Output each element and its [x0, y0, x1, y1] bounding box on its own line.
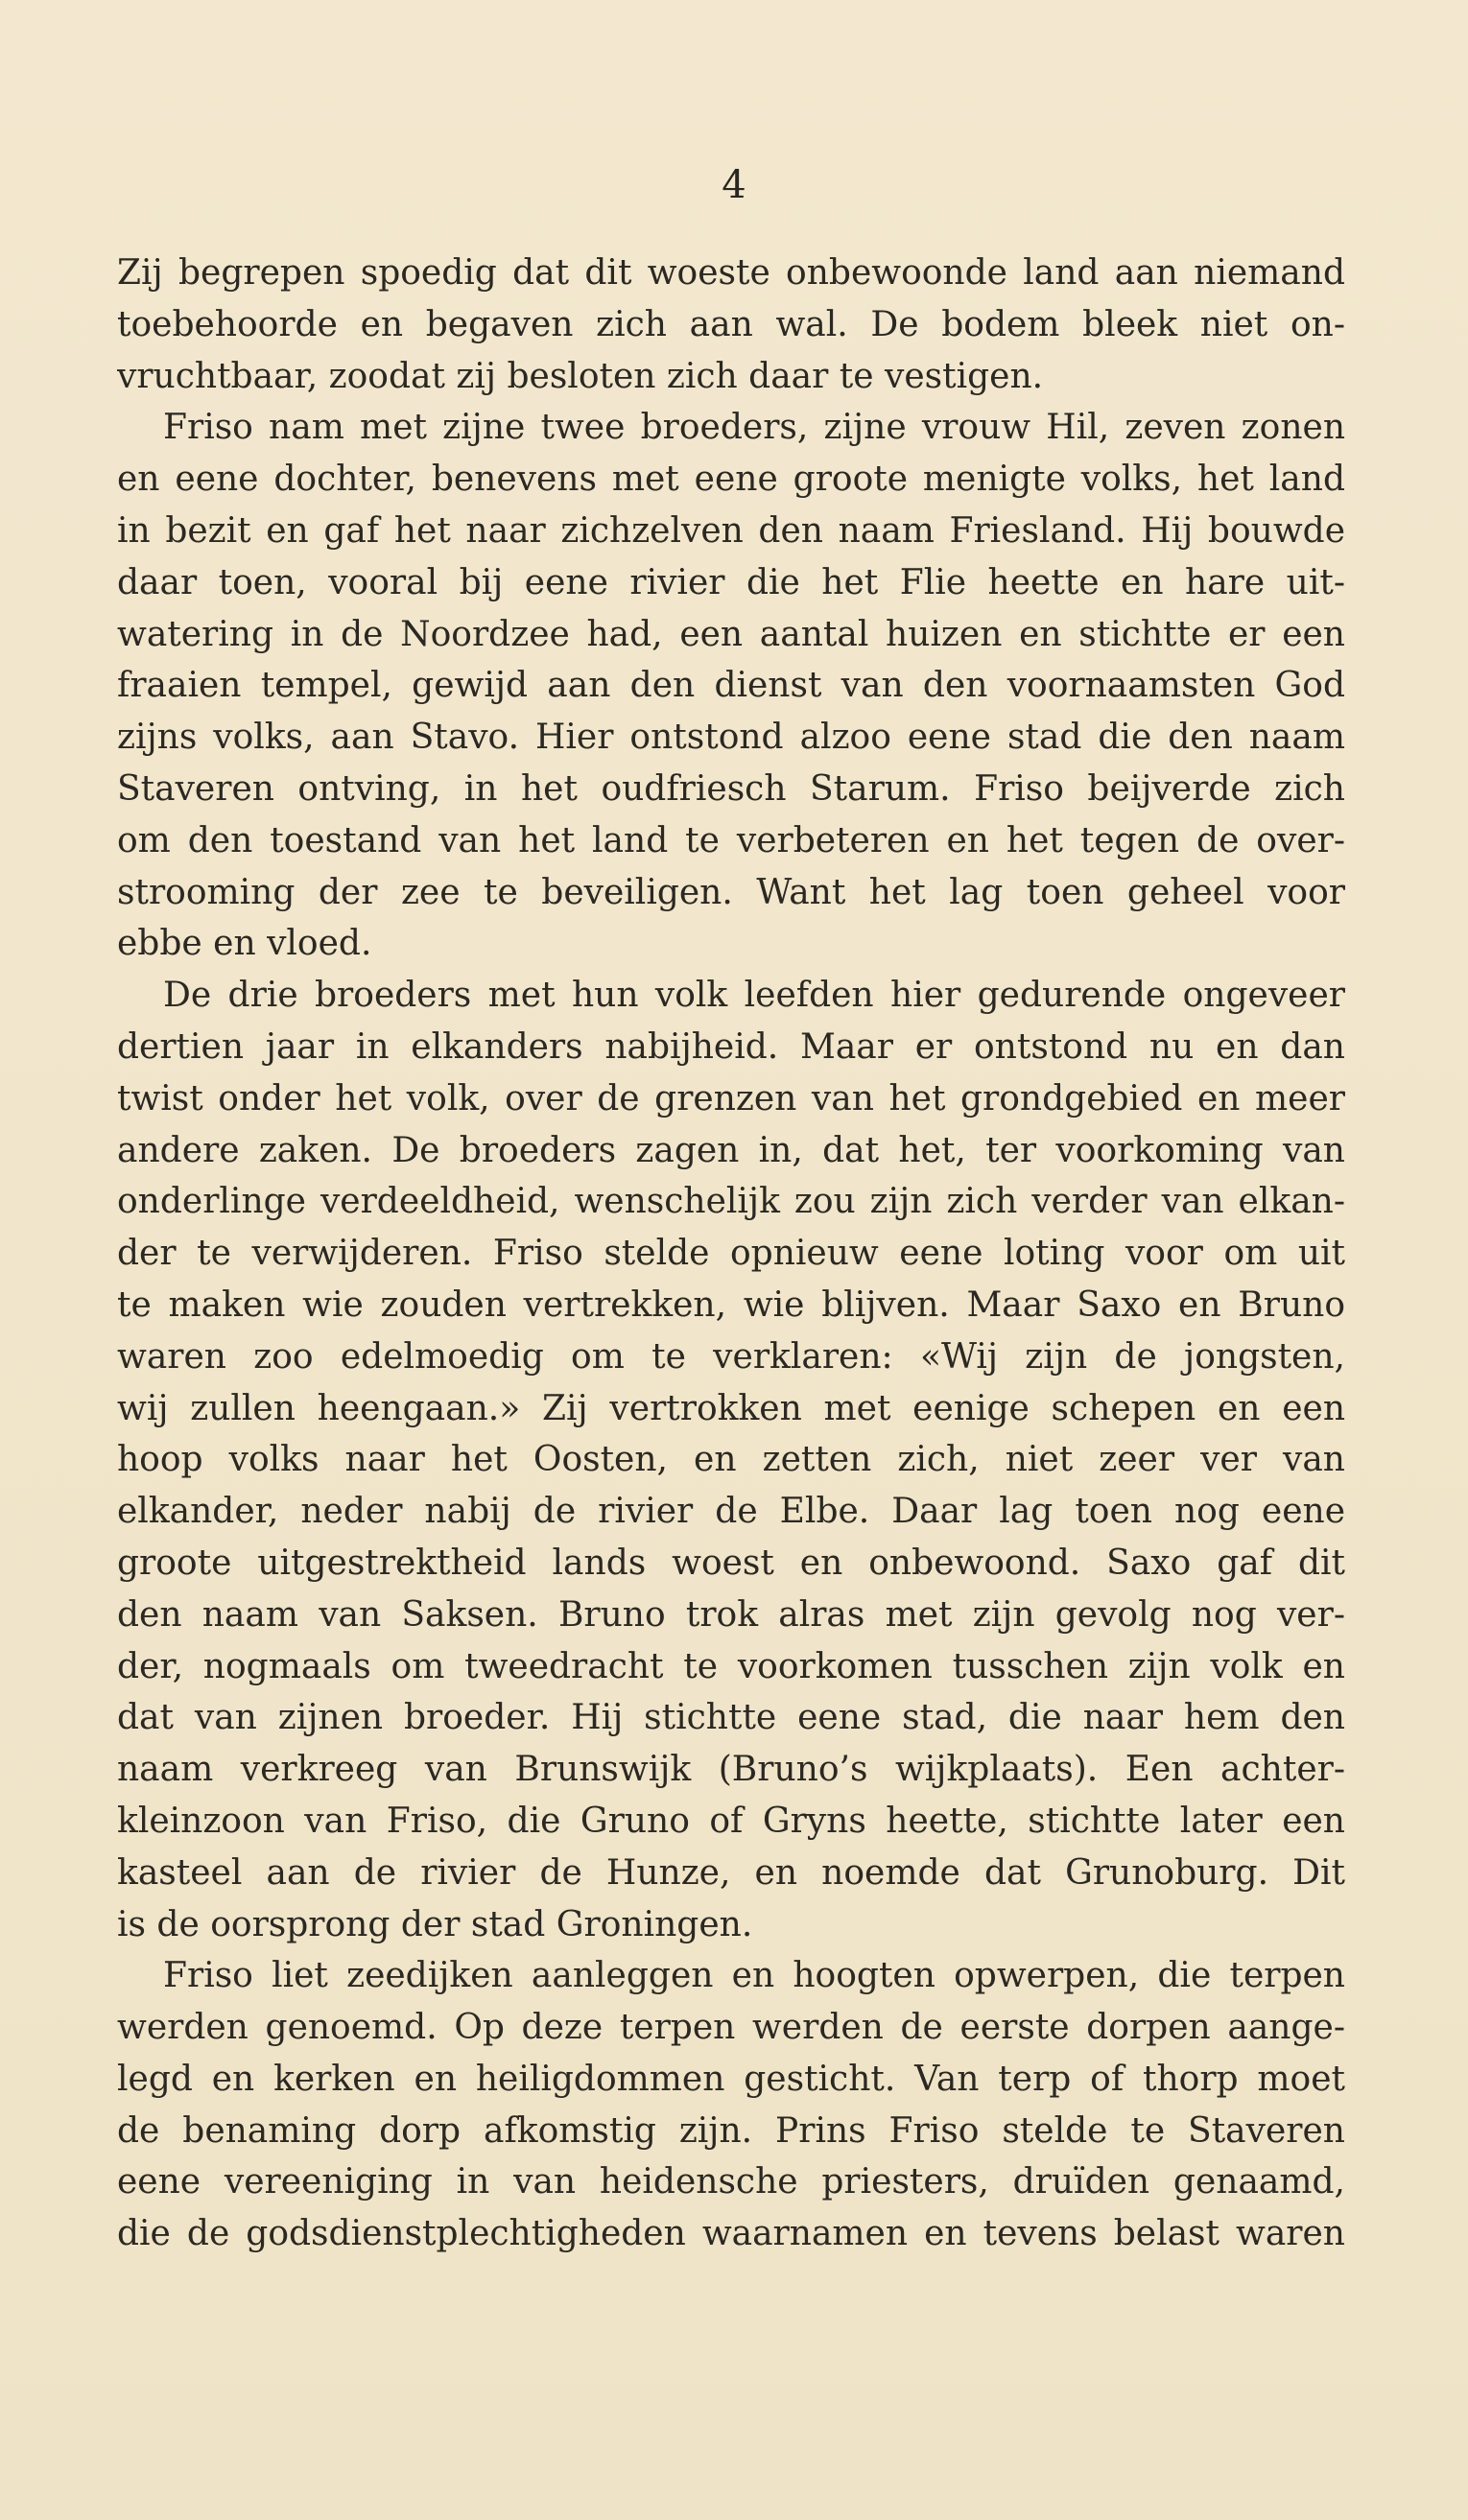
text-line: werden genoemd. Op deze terpen werden de eerste dorpen aange- [117, 2008, 1345, 2048]
text-line: om den toestand van het land te verbeteren en het tegen de over- [117, 820, 1345, 860]
text-line: ebbe en vloed. [117, 924, 372, 964]
text-line: te maken wie zouden vertrekken, wie blijven. Maar Saxo en Bruno [117, 1284, 1345, 1325]
text-line: die de godsdienstplechtigheden waarnamen en tevens belast waren [117, 2214, 1345, 2254]
page-number: 4 [722, 163, 746, 207]
text-line: andere zaken. De broeders zagen in, dat het, ter voorkoming van [117, 1130, 1345, 1170]
text-line: kasteel aan de rivier de Hunze, en noemde dat Grunoburg. Dit [117, 1852, 1345, 1893]
text-line: Staveren ontving, in het oudfriesch Starum. Friso beijverde zich [117, 768, 1345, 809]
text-line: dat van zijnen broeder. Hij stichtte eene stad, die naar hem den [117, 1698, 1345, 1738]
text-line: eene vereeniging in van heidensche priesters, druïden genaamd, [117, 2162, 1345, 2202]
text-line: De drie broeders met hun volk leefden hier gedurende ongeveer [163, 976, 1345, 1016]
text-line: vruchtbaar, zoodat zij besloten zich daar te vestigen. [117, 356, 1044, 396]
text-line: Friso liet zeedijken aanleggen en hoogten opwerpen, die terpen [163, 1956, 1345, 1996]
text-line: twist onder het volk, over de grenzen van het grondgebied en meer [117, 1078, 1345, 1119]
text-line: der, nogmaals om tweedracht te voorkomen tusschen zijn volk en [117, 1646, 1345, 1686]
text-line: toebehoorde en begaven zich aan wal. De bodem bleek niet on- [117, 304, 1345, 344]
text-line: den naam van Saksen. Bruno trok alras met zijn gevolg nog ver- [117, 1594, 1345, 1635]
text-line: naam verkreeg van Brunswijk (Bruno’s wijkplaats). Een achter- [117, 1750, 1345, 1790]
text-line: watering in de Noordzee had, een aantal huizen en stichtte er een [117, 614, 1345, 654]
text-line: groote uitgestrektheid lands woest en onbewoond. Saxo gaf dit [117, 1543, 1345, 1583]
text-line: der te verwijderen. Friso stelde opnieuw eene loting voor om uit [117, 1234, 1345, 1274]
text-line: zijns volks, aan Stavo. Hier ontstond alzoo eene stad die den naam [117, 718, 1345, 758]
text-line: de benaming dorp afkomstig zijn. Prins Friso stelde te Staveren [117, 2110, 1345, 2151]
text-line: Friso nam met zijne twee broeders, zijne vrouw Hil, zeven zonen [163, 408, 1345, 448]
body-text [117, 247, 1345, 2260]
text-line: kleinzoon van Friso, die Gruno of Gryns heette, stichtte later een [117, 1801, 1345, 1841]
text-line: is de oorsprong der stad Groningen. [117, 1904, 753, 1944]
text-line: in bezit en gaf het naar zichzelven den naam Friesland. Hij bouwde [117, 510, 1345, 551]
text-line: legd en kerken en heiligdommen gesticht. Van terp of thorp moet [117, 2059, 1345, 2099]
text-line: en eene dochter, benevens met eene groote menigte volks, het land [117, 459, 1345, 500]
text-line: dertien jaar in elkanders nabijheid. Maar er ontstond nu en dan [117, 1026, 1345, 1067]
text-line: onderlinge verdeeldheid, wenschelijk zou zijn zich verder van elkan- [117, 1182, 1345, 1222]
text-line: daar toen, vooral bij eene rivier die het Flie heette en hare uit- [117, 562, 1345, 602]
text-line: fraaien tempel, gewijd aan den dienst van den voornaamsten God [117, 666, 1345, 706]
text-line: strooming der zee te beveiligen. Want het lag toen geheel voor [117, 872, 1345, 912]
text-line: waren zoo edelmoedig om te verklaren: «Wij zijn de jongsten, [117, 1336, 1345, 1377]
text-line: elkander, neder nabij de rivier de Elbe. Daar lag toen nog eene [117, 1492, 1345, 1532]
text-line: hoop volks naar het Oosten, en zetten zich, niet zeer ver van [117, 1440, 1345, 1480]
text-line: wij zullen heengaan.» Zij vertrokken met eenige schepen en een [117, 1388, 1345, 1428]
text-line: Zij begrepen spoedig dat dit woeste onbewoonde land aan niemand [117, 253, 1345, 293]
